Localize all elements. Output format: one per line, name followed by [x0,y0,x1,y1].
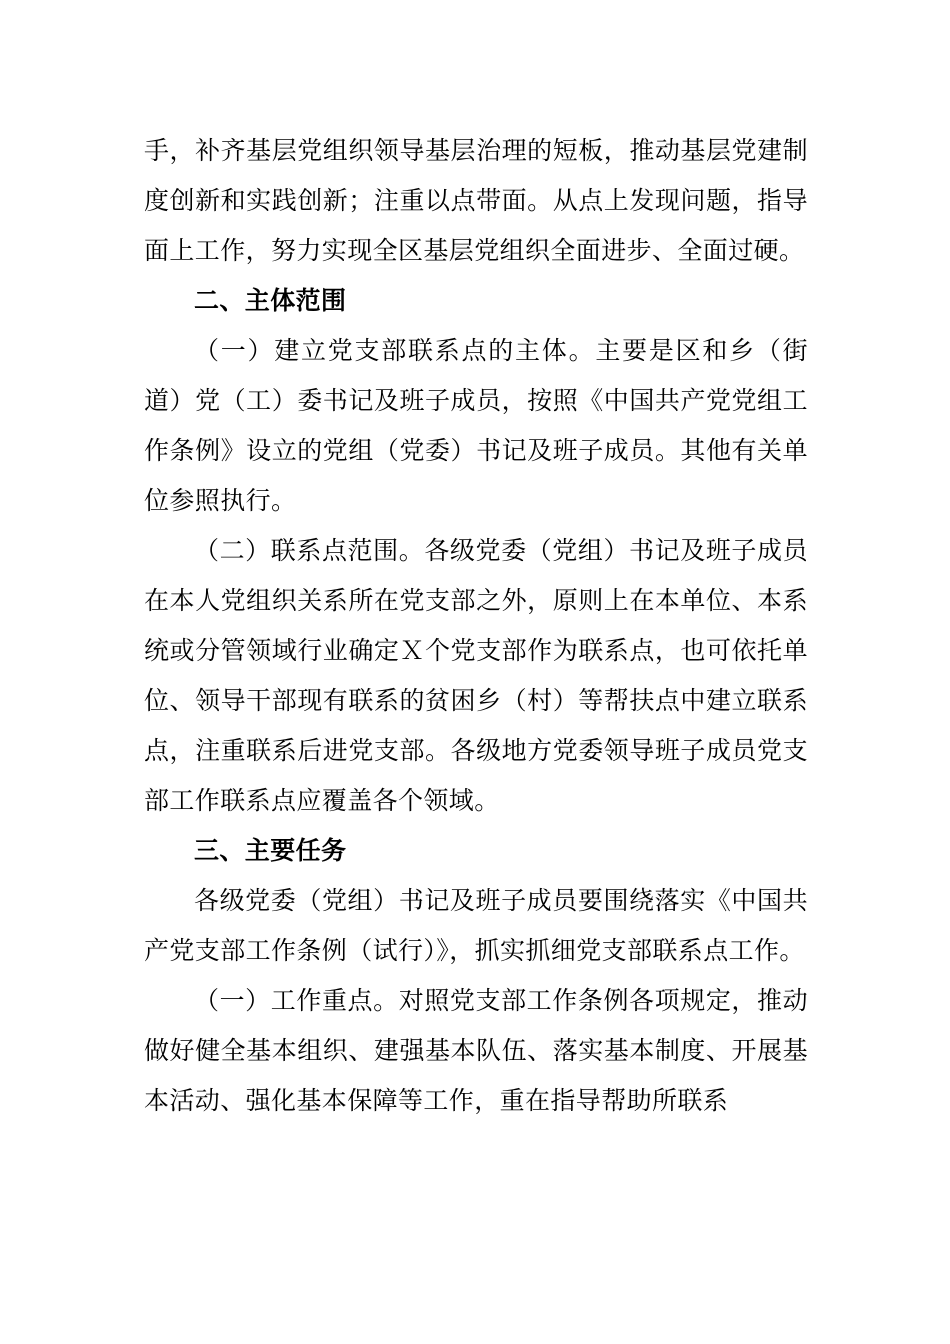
paragraph-contact-scope: （二）联系点范围。各级党委（党组）书记及班子成员在本人党组织关系所在党支部之外，原则上在本单位、本系统或分管领域行业确定Ｘ个党支部作为联系点，也可依托单位、领导干部现有联系的贫困乡（村）等帮扶点中建立联系点，注重联系后进党支部。各级地方党委领导班子成员党支部工作联系点应覆盖各个领域。 [144,536,808,815]
section-heading-scope: 二、主体范围 [194,286,347,315]
paragraph-subject: （一）建立党支部联系点的主体。主要是区和乡（街道）党（工）委书记及班子成员，按照《中国共产党党组工作条例》设立的党组（党委）书记及班子成员。其他有关单位参照执行。 [144,336,808,515]
document-body [144,126,808,1126]
section-heading-tasks: 三、主要任务 [194,836,347,865]
paragraph-work-focus: （一）工作重点。对照党支部工作条例各项规定，推动做好健全基本组织、建强基本队伍、落实基本制度、开展基本活动、强化基本保障等工作，重在指导帮助所联系 [144,986,808,1115]
paragraph-tasks-intro: 各级党委（党组）书记及班子成员要围绕落实《中国共产党支部工作条例（试行）》，抓实抓细党支部联系点工作。 [144,886,808,965]
paragraph-continuation: 手，补齐基层党组织领导基层治理的短板，推动基层党建制度创新和实践创新；注重以点带面。从点上发现问题，指导面上工作，努力实现全区基层党组织全面进步、全面过硬。 [144,136,808,265]
